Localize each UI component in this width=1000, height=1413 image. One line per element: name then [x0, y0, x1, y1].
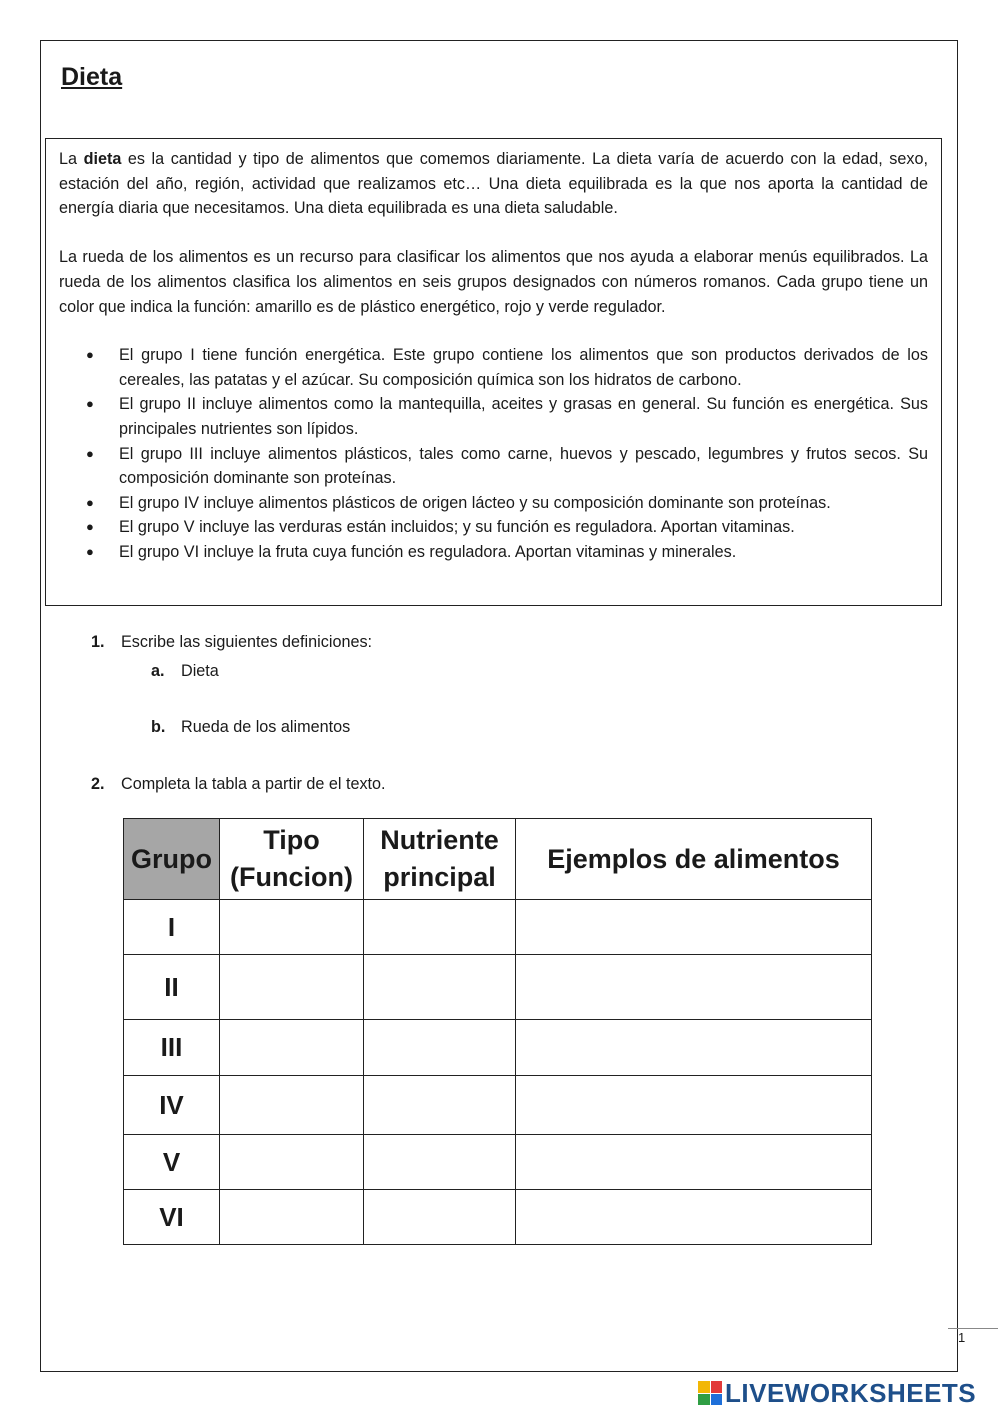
header-nutriente: Nutriente principal — [364, 819, 516, 900]
table-row — [124, 1135, 872, 1190]
answer-cell-ejemplos[interactable] — [516, 955, 872, 1020]
bullet-group-5: ● El grupo V incluye las verduras están incluidos; y su función es reguladora. Aportan vitaminas. — [119, 515, 928, 540]
answer-cell-ejemplos[interactable] — [516, 1020, 872, 1076]
food-groups-table — [123, 818, 872, 1245]
header-ejemplos: Ejemplos de alimentos — [516, 819, 872, 900]
bullet-icon: ● — [86, 445, 94, 461]
answer-cell-nutriente[interactable] — [364, 1135, 516, 1190]
answer-cell-nutriente[interactable] — [364, 1076, 516, 1135]
header-grupo: Grupo — [124, 819, 220, 900]
page-number: 1 — [958, 1330, 966, 1345]
answer-cell-nutriente[interactable] — [364, 900, 516, 955]
group-number: III — [124, 1020, 220, 1076]
question-1b: b. Rueda de los alimentos — [151, 718, 351, 736]
answer-cell-nutriente[interactable] — [364, 1190, 516, 1245]
group-number: IV — [124, 1076, 220, 1135]
table-header-row — [124, 819, 872, 900]
bullet-icon: ● — [86, 347, 94, 363]
bullet-group-1: ● El grupo I tiene función energética. Este grupo contiene los alimentos que son productos derivados de los cereales, las patatas y el azúcar. Su composición química son los hidratos de carbono. — [119, 343, 928, 392]
answer-cell-tipo[interactable] — [220, 1020, 364, 1076]
header-tipo: Tipo (Funcion) — [220, 819, 364, 900]
table-row — [124, 1020, 872, 1076]
bullet-group-3: ● El grupo III incluye alimentos plásticos, tales como carne, huevos y pescado, legumbres y frutos secos. Su composición dominante son proteínas. — [119, 442, 928, 491]
answer-cell-ejemplos[interactable] — [516, 1076, 872, 1135]
page-title: Dieta — [61, 63, 123, 91]
liveworksheets-footer — [698, 1378, 976, 1408]
bullet-group-6: ● El grupo VI incluye la fruta cuya función es reguladora. Aportan vitaminas y minerales. — [119, 540, 928, 565]
page-number-rule — [948, 1328, 998, 1329]
answer-cell-tipo[interactable] — [220, 900, 364, 955]
bullet-icon: ● — [86, 494, 94, 510]
group-bullet-list — [59, 343, 928, 564]
liveworksheets-logo-icon — [698, 1381, 722, 1405]
info-box — [45, 138, 942, 606]
answer-cell-tipo[interactable] — [220, 1135, 364, 1190]
answer-cell-nutriente[interactable] — [364, 955, 516, 1020]
intro-paragraph-2: La rueda de los alimentos es un recurso para clasificar los alimentos que nos ayuda a elaborar menús equilibrados. La rueda de los alimentos clasifica los alimentos en seis grupos designados con números romanos. Cada grupo tiene un color que indica la función: amarillo es de plástico energético, rojo y verde regulador. — [59, 248, 928, 316]
bullet-icon: ● — [86, 519, 94, 535]
answer-cell-ejemplos[interactable] — [516, 1135, 872, 1190]
question-2: 2. Completa la tabla a partir de el texto. — [91, 775, 386, 793]
bullet-group-4: ● El grupo IV incluye alimentos plásticos de origen lácteo y su composición dominante son proteínas. — [119, 491, 928, 516]
bullet-icon: ● — [86, 543, 94, 559]
answer-cell-ejemplos[interactable] — [516, 900, 872, 955]
table-row — [124, 900, 872, 955]
answer-cell-nutriente[interactable] — [364, 1020, 516, 1076]
group-number: I — [124, 900, 220, 955]
group-number: II — [124, 955, 220, 1020]
answer-cell-tipo[interactable] — [220, 1190, 364, 1245]
answer-cell-tipo[interactable] — [220, 955, 364, 1020]
group-number: VI — [124, 1190, 220, 1245]
bullet-icon: ● — [86, 396, 94, 412]
table-row — [124, 955, 872, 1020]
liveworksheets-brand: LIVEWORKSHEETS — [725, 1377, 977, 1408]
intro-paragraph-1: La dieta es la cantidad y tipo de alimentos que comemos diariamente. La dieta varía de acuerdo con la edad, sexo, estación del año, región, actividad que realizamos etc… Una dieta equilibrada es la que nos aporta la cantidad de energía diaria que necesitamos. Una dieta equilibrada es una dieta saludable. — [59, 150, 928, 218]
table-row — [124, 1190, 872, 1245]
question-1: 1. Escribe las siguientes definiciones: — [91, 633, 373, 651]
answer-cell-tipo[interactable] — [220, 1076, 364, 1135]
answer-cell-ejemplos[interactable] — [516, 1190, 872, 1245]
question-1a: a. Dieta — [151, 662, 219, 680]
table-row — [124, 1076, 872, 1135]
bullet-group-2: ● El grupo II incluye alimentos como la mantequilla, aceites y grasas en general. Su función es energética. Sus principales nutrientes son lípidos. — [119, 392, 928, 441]
group-number: V — [124, 1135, 220, 1190]
